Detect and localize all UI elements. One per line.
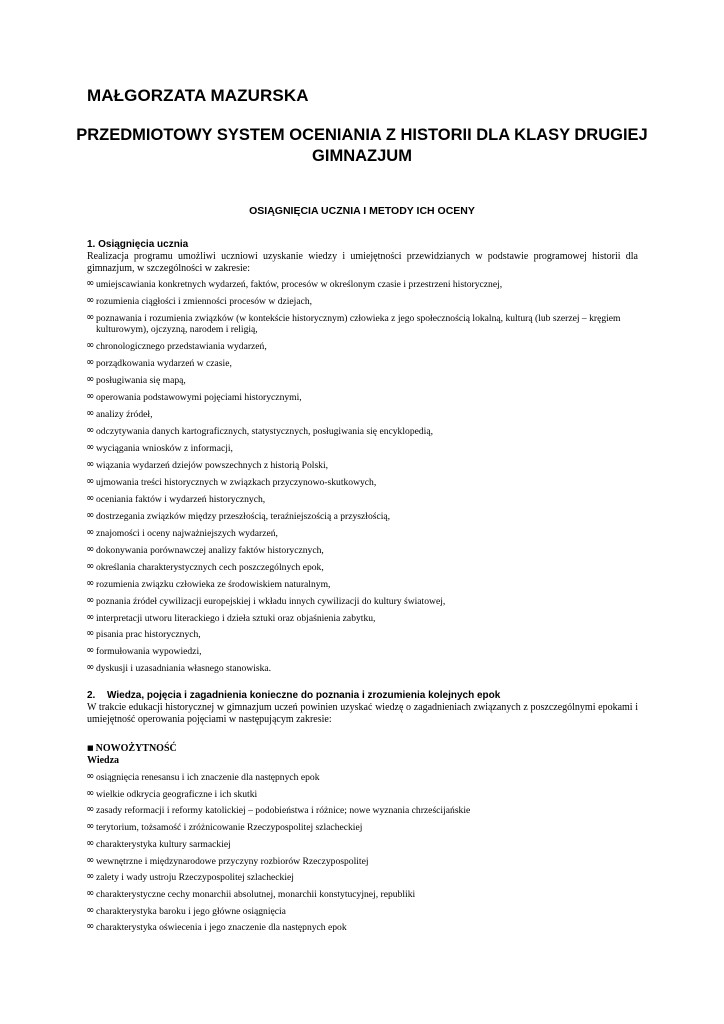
list-item-text: umiejscawiania konkretnych wydarzeń, faktów, procesów w określonym czasie i przestrzeni historycznej,	[96, 279, 503, 290]
subsection-label: Wiedza	[87, 754, 120, 766]
section-heading: 1. Osiągnięcia ucznia	[87, 239, 189, 250]
era-label: NOWOŻYTNOŚĆ	[95, 743, 177, 754]
infinity-icon: ∞	[86, 904, 95, 916]
list-item-text: wewnętrzne i międzynarodowe przyczyny rozbiorów Rzeczypospolitej	[96, 855, 369, 867]
infinity-icon: ∞	[86, 492, 95, 504]
document-subtitle: OSIĄGNIĘCIA UCZNIA I METODY ICH OCENY	[249, 205, 475, 217]
infinity-icon: ∞	[86, 357, 95, 369]
infinity-icon: ∞	[86, 543, 95, 555]
list-item-text: formułowania wypowiedzi,	[96, 646, 202, 658]
list-item-text: poznawania i rozumienia związków (w kontekście historycznym) człowieka z jego społecznością lokalną, kulturą (lub szerzej – kręgiem kulturowym), ojczyzną, narodem i religią,	[96, 312, 621, 336]
infinity-icon: ∞	[86, 787, 95, 799]
section-knowledge	[87, 690, 638, 939]
infinity-icon: ∞	[86, 577, 95, 589]
list-item	[87, 663, 638, 674]
list-item	[87, 341, 638, 352]
list-item	[87, 409, 638, 420]
list-item-text: wyciągania wniosków z informacji,	[96, 442, 233, 454]
list-item-text: zasady reformacji i reformy katolickiej – podobieństwa i różnice; nowe wyznania chrześcijańskie	[96, 805, 471, 817]
infinity-icon: ∞	[86, 854, 95, 866]
list-item	[87, 922, 638, 933]
infinity-icon: ∞	[86, 425, 95, 437]
list-item	[87, 358, 638, 369]
list-item-text: charakterystyka baroku i jego główne osiągnięcia	[96, 905, 286, 917]
list-item-text: ujmowania treści historycznych w związkach przyczynowo-skutkowych,	[96, 476, 377, 488]
black-square-icon: ■	[87, 744, 94, 752]
infinity-icon: ∞	[86, 311, 95, 323]
list-item	[87, 839, 638, 850]
list-item	[87, 562, 638, 573]
list-item	[87, 889, 638, 900]
infinity-icon: ∞	[86, 921, 95, 933]
list-item-text: porządkowania wydarzeń w czasie,	[96, 358, 232, 370]
list-item-text: odczytywania danych kartograficznych, statystycznych, posługiwania się encyklopedią,	[96, 426, 433, 438]
achievements-list	[87, 279, 638, 675]
infinity-icon: ∞	[86, 594, 95, 606]
list-item	[87, 426, 638, 437]
list-item-text: analizy źródeł,	[96, 409, 153, 421]
list-item	[87, 629, 638, 640]
section-intro: W trakcie edukacji historycznej w gimnazjum uczeń powinien uzyskać wiedzę o zagadnieniach związanych z poszczególnymi epokami i umiejętność operowania pojęciami w następującym zakresie:	[87, 702, 638, 725]
list-item-text: charakterystyczne cechy monarchii absolutnej, monarchii konstytucyjnej, republiki	[96, 888, 416, 900]
infinity-icon: ∞	[86, 611, 95, 623]
list-item-text: pisania prac historycznych,	[96, 629, 201, 641]
list-item	[87, 579, 638, 590]
document-title: PRZEDMIOTOWY SYSTEM OCENIANIA Z HISTORII DLA KLASY DRUGIEJ GIMNAZJUM	[76, 126, 648, 165]
list-item-text: rozumienia ciągłości i zmienności procesów w dziejach,	[96, 295, 313, 307]
list-item	[87, 528, 638, 539]
list-item	[87, 613, 638, 624]
infinity-icon: ∞	[86, 441, 95, 453]
list-item	[87, 805, 638, 816]
list-item-text: znajomości i oceny najważniejszych wydarzeń,	[96, 527, 278, 539]
list-item	[87, 789, 638, 800]
infinity-icon: ∞	[86, 408, 95, 420]
list-item	[87, 511, 638, 522]
list-item-text: dostrzegania związków między przeszłością, teraźniejszością a przyszłością,	[96, 510, 391, 522]
list-item	[87, 477, 638, 488]
infinity-icon: ∞	[86, 278, 95, 289]
list-item	[87, 872, 638, 883]
list-item-text: zalety i wady ustroju Rzeczypospolitej szlacheckiej	[96, 872, 294, 884]
list-item	[87, 822, 638, 833]
knowledge-list	[87, 772, 638, 934]
list-item	[87, 856, 638, 867]
infinity-icon: ∞	[86, 340, 95, 352]
list-item-text: posługiwania się mapą,	[96, 375, 186, 387]
infinity-icon: ∞	[86, 294, 95, 306]
list-item-text: chronologicznego przedstawiania wydarzeń,	[96, 341, 267, 353]
author-name: MAŁGORZATA MAZURSKA	[87, 86, 309, 105]
infinity-icon: ∞	[86, 475, 95, 487]
list-item	[87, 313, 638, 336]
list-item	[87, 279, 638, 290]
infinity-icon: ∞	[86, 374, 95, 386]
section-number: 2.	[87, 690, 96, 701]
list-item-text: określania charakterystycznych cech poszczególnych epok,	[96, 561, 324, 573]
infinity-icon: ∞	[86, 458, 95, 470]
list-item	[87, 596, 638, 607]
section-intro: Realizacja programu umożliwi uczniowi uzyskanie wiedzy i umiejętności przewidzianych w podstawie programowej historii dla gimnazjum, w szczególności w zakresie:	[87, 251, 638, 274]
list-item-text: osiągnięcia renesansu i ich znaczenie dla następnych epok	[96, 772, 320, 783]
list-item-text: dokonywania porównawczej analizy faktów historycznych,	[96, 544, 324, 556]
list-item	[87, 906, 638, 917]
era-heading	[87, 743, 638, 755]
list-item	[87, 392, 638, 403]
list-item-text: wiązania wydarzeń dziejów powszechnych z historią Polski,	[96, 459, 329, 471]
section-achievements	[87, 239, 638, 680]
list-item	[87, 494, 638, 505]
list-item	[87, 545, 638, 556]
list-item-text: rozumienia związku człowieka ze środowiskiem naturalnym,	[96, 578, 331, 590]
infinity-icon: ∞	[86, 645, 95, 657]
infinity-icon: ∞	[86, 887, 95, 899]
infinity-icon: ∞	[86, 391, 95, 403]
list-item-text: charakterystyka kultury sarmackiej	[96, 838, 231, 850]
list-item	[87, 296, 638, 307]
list-item	[87, 772, 638, 783]
section-heading-text: Wiedza, pojęcia i zagadnienia konieczne do poznania i zrozumienia kolejnych epok	[107, 690, 501, 701]
list-item-text: terytorium, tożsamość i zróżnicowanie Rzeczypospolitej szlacheckiej	[96, 822, 363, 834]
list-item	[87, 460, 638, 471]
infinity-icon: ∞	[86, 871, 95, 883]
list-item-text: dyskusji i uzasadniania własnego stanowiska.	[96, 663, 272, 675]
infinity-icon: ∞	[86, 821, 95, 833]
list-item-text: poznania źródeł cywilizacji europejskiej i wkładu innych cywilizacji do kultury światowej,	[96, 595, 446, 607]
infinity-icon: ∞	[86, 509, 95, 521]
list-item-text: oceniania faktów i wydarzeń historycznych,	[96, 493, 266, 505]
list-item-text: operowania podstawowymi pojęciami historycznymi,	[96, 392, 302, 404]
infinity-icon: ∞	[86, 837, 95, 849]
infinity-icon: ∞	[86, 771, 95, 782]
section-heading	[87, 690, 638, 702]
list-item	[87, 375, 638, 386]
infinity-icon: ∞	[86, 560, 95, 572]
list-item	[87, 443, 638, 454]
infinity-icon: ∞	[86, 628, 95, 640]
infinity-icon: ∞	[86, 526, 95, 538]
infinity-icon: ∞	[86, 804, 95, 816]
list-item	[87, 646, 638, 657]
list-item-text: wielkie odkrycia geograficzne i ich skutki	[96, 788, 258, 800]
list-item-text: interpretacji utworu literackiego i dzieła sztuki oraz objaśnienia zabytku,	[96, 612, 376, 624]
list-item-text: charakterystyka oświecenia i jego znaczenie dla następnych epok	[96, 922, 347, 934]
infinity-icon: ∞	[86, 662, 95, 674]
